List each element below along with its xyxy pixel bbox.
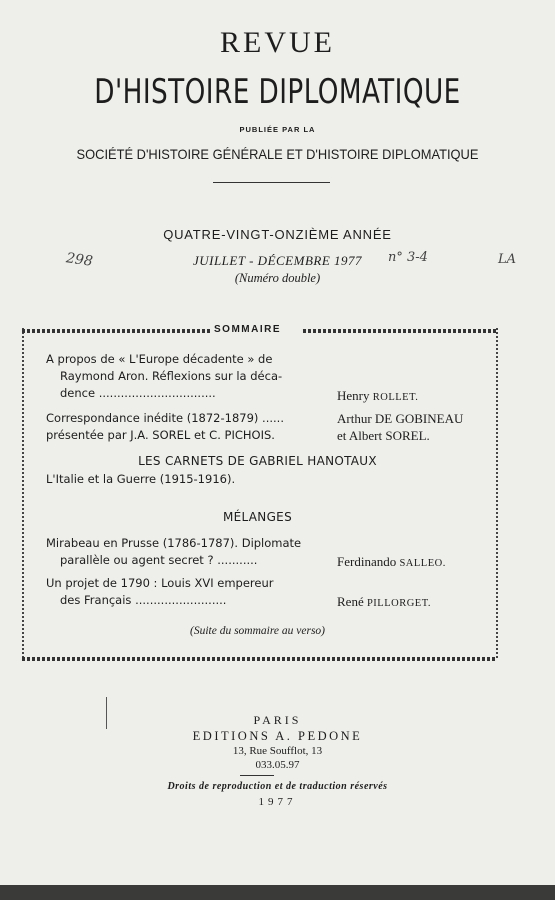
sommaire-top-border-left [22, 329, 212, 333]
issue-period: JUILLET - DÉCEMBRE 1977 [192, 253, 363, 268]
sommaire-entry-title: A propos de « L'Europe décadente » de [46, 352, 273, 366]
sommaire-entry-title: Correspondance inédite (1872-1879) ...... [46, 411, 284, 425]
handwritten-number: 298 [65, 250, 94, 270]
sommaire-entry-title: Mirabeau en Prusse (1786-1787). Diplomate [46, 536, 302, 550]
journal-title: D'HISTOIRE DIPLOMATIQUE [94, 72, 461, 112]
sommaire-entry-title: dence ................................ [60, 386, 216, 400]
sommaire-entry-title: Raymond Aron. Réflexions sur la déca- [60, 369, 283, 383]
sommaire-entry-title: parallèle ou agent secret ? ........... [60, 553, 258, 567]
publisher-name: EDITIONS A. PEDONE [192, 729, 363, 743]
sommaire-entry-author: et Albert SOREL. [337, 428, 430, 443]
sommaire-entry-author: Arthur DE GOBINEAU [337, 411, 464, 426]
handwritten-issue: n° 3-4 [388, 250, 428, 265]
publisher-address: 13, Rue Soufflot, 13 [232, 745, 323, 757]
journal-revue-word: REVUE [220, 26, 335, 59]
author-last-name: PILLORGET. [366, 598, 431, 609]
sommaire-continued-note: (Suite du sommaire au verso) [190, 625, 325, 637]
publication-year: 1977 [258, 796, 297, 808]
author-first-name: Henry [337, 388, 370, 403]
issue-number-note: (Numéro double) [234, 271, 321, 285]
sommaire-entry-author [337, 593, 431, 612]
carnets-heading: LES CARNETS DE GABRIEL HANOTAUX [138, 454, 377, 468]
sommaire-bottom-border [22, 657, 496, 661]
scan-edge [0, 885, 555, 900]
carnets-entry: L'Italie et la Guerre (1915-1916). [46, 472, 236, 486]
sommaire-heading: SOMMAIRE [210, 324, 285, 335]
sommaire-entry-title: présentée par J.A. SOREL et C. PICHOIS. [46, 428, 275, 442]
rights-notice: Droits de reproduction et de traduction réservés [167, 781, 388, 792]
header-divider [213, 182, 330, 183]
handwritten-initials: LA [498, 252, 517, 267]
sommaire-entry-author [337, 553, 446, 572]
sommaire-entry-title: des Français ......................... [60, 593, 227, 607]
sommaire-top-border-right [303, 329, 496, 333]
author-last-name: SALLEO. [399, 558, 446, 569]
author-first-name: Ferdinando [337, 554, 397, 569]
publisher-city: PARIS [253, 713, 302, 727]
publisher-phone: 033.05.97 [255, 759, 300, 771]
sommaire-entry-title: Un projet de 1790 : Louis XVI empereur [46, 576, 274, 590]
author-last-name: ROLLET. [372, 392, 419, 403]
author-first-name: René [337, 594, 364, 609]
sommaire-entry-author [337, 387, 418, 406]
published-by-label: PUBLIÉE PAR LA [239, 125, 316, 134]
melanges-heading: MÉLANGES [223, 510, 292, 524]
society-name: SOCIÉTÉ D'HISTOIRE GÉNÉRALE ET D'HISTOIRE DIPLOMATIQUE [76, 146, 479, 162]
publisher-divider [240, 775, 274, 776]
issue-year-ordinal: QUATRE-VINGT-ONZIÈME ANNÉE [163, 227, 392, 242]
